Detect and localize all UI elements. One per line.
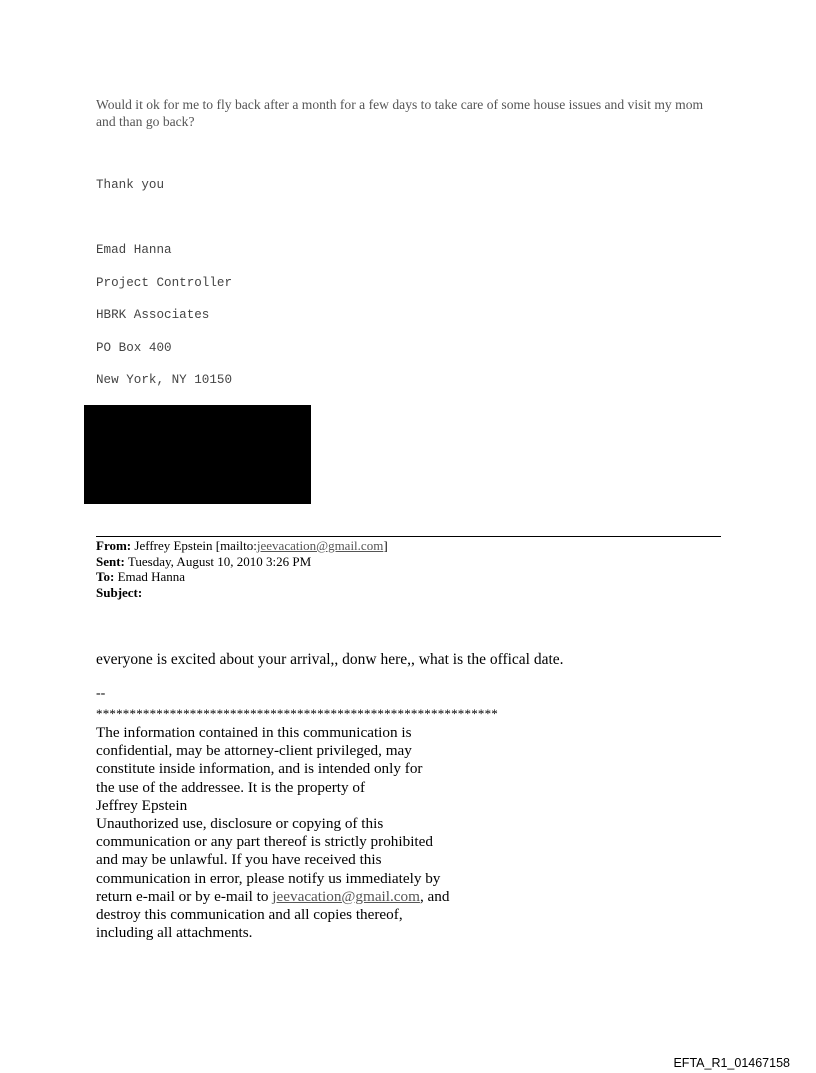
subject-row [96,585,388,601]
return-line-prefix: return e-mail or by e-mail to [96,887,273,905]
sent-value: Tuesday, August 10, 2010 3:26 PM [127,553,312,569]
disclaimer-line: communication in error, please notify us immediately by [96,869,441,887]
disclaimer-line: The information contained in this communication is [96,724,412,741]
disclaimer-return-line [96,888,476,906]
signature-separator: -- [96,686,106,701]
message-question: Would it ok for me to fly back after a month for a few days to take care of some house issues and visit my mom and than go back? [96,97,704,129]
disclaimer-line: constitute inside information, and is intended only for [96,760,423,778]
disclaimer-line: and may be unlawful. If you have received this [96,851,382,869]
asterisk-divider: ************************************************************ [96,706,498,721]
disclaimer-line: destroy this communication and all copies thereof, [96,906,403,924]
from-email-link[interactable]: jeevacation@gmail.com [256,538,384,553]
redaction-block [84,405,311,504]
signature-name: Emad Hanna [96,243,172,257]
confidentiality-disclaimer [96,724,476,942]
signature-company: HBRK Associates [96,308,210,322]
disclaimer-line: Jeffrey Epstein [96,796,188,814]
disclaimer-line: confidential, may be attorney-client privileged, may [96,742,412,760]
from-close: ] [383,538,388,553]
subject-label: Subject: [96,584,143,600]
signature-title: Project Controller [96,276,233,290]
disclaimer-line: including all attachments. [96,924,253,942]
signature-address-line2: New York, NY 10150 [96,373,233,387]
from-label: From: [96,538,132,553]
from-name: Jeffrey Epstein [mailto: [134,538,257,553]
to-value: Emad Hanna [117,569,186,584]
from-row [96,538,388,554]
disclaimer-line: Unauthorized use, disclosure or copying of this [96,815,384,833]
to-row [96,569,388,585]
header-divider [96,536,721,537]
disclaimer-line: the use of the addressee. It is the property of [96,778,366,796]
document-id: EFTA_R1_01467158 [673,1056,790,1070]
reply-body: everyone is excited about your arrival,, donw here,, what is the offical date. [96,651,564,668]
signature-address-line1: PO Box 400 [96,341,172,355]
disclaimer-email-link[interactable]: jeevacation@gmail.com [272,887,420,905]
thanks-line: Thank you [96,178,165,192]
email-header [96,538,388,600]
sent-row [96,554,388,570]
disclaimer-line: communication or any part thereof is strictly prohibited [96,833,433,851]
to-label: To: [96,569,115,584]
return-line-suffix: , and [419,887,450,905]
sent-label: Sent: [96,553,125,569]
